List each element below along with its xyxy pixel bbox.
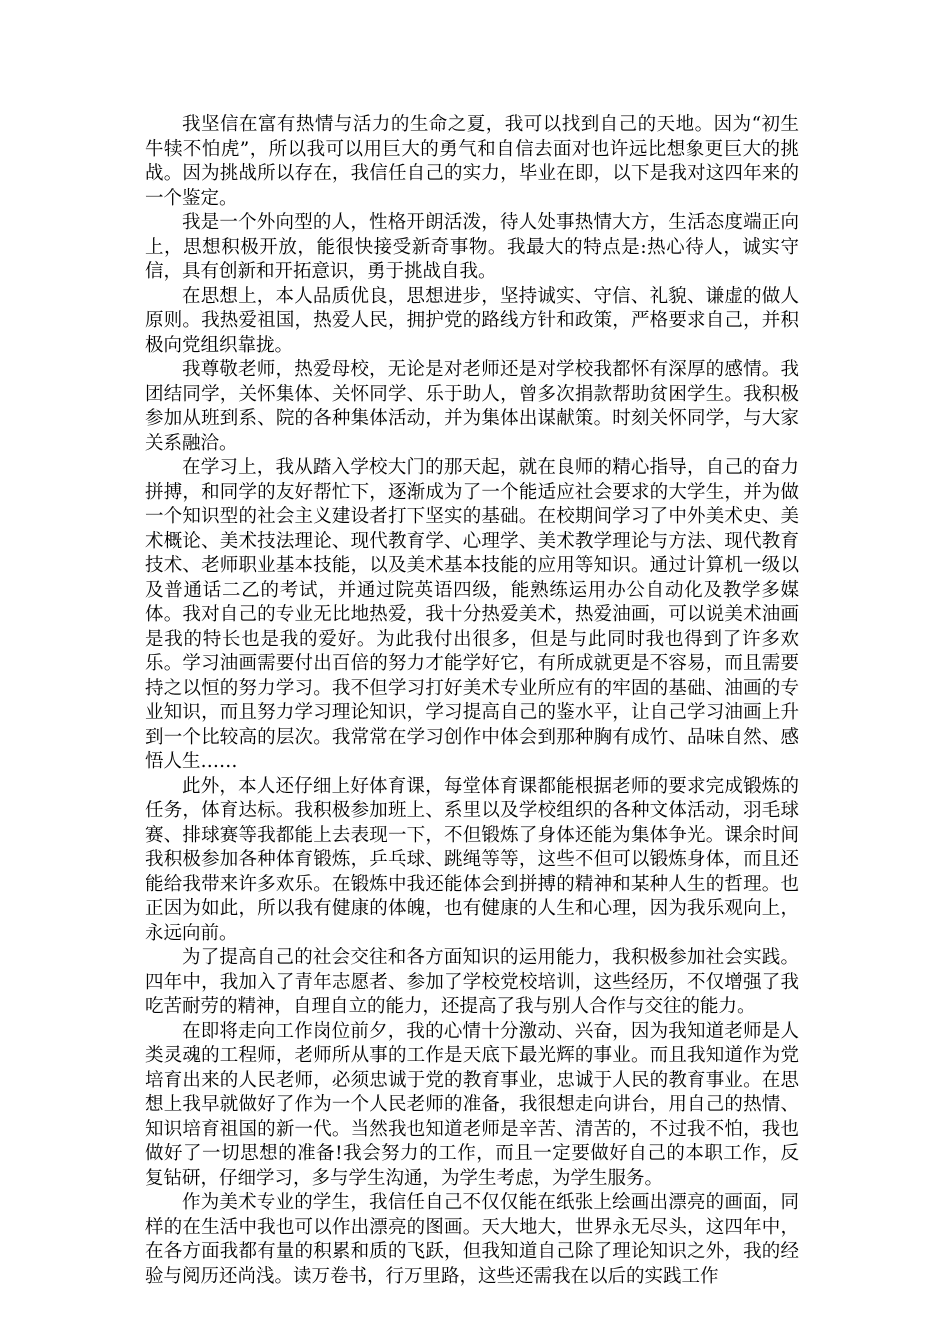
paragraph-art-major: 作为美术专业的学生，我信任自己不仅仅能在纸张上绘画出漂亮的画面，同样的在生活中我也可以作出漂亮的图画。天大地大，世界永无尽头，这四年中，在各方面我都有量的积累和质的飞跃，但我知道自己除了理论知识之外，我的经验与阅历还尚浅。读万卷书，行万里路，这些还需我在以后的实践工作 [145,1192,799,1287]
paragraph-ideology: 在思想上，本人品质优良，思想进步，坚持诚实、守信、礼貌、谦虚的做人原则。我热爱祖国，热爱人民，拥护党的路线方针和政策，严格要求自己，并积极向党组织靠拢。 [145,285,799,356]
paragraph-intro: 我坚信在富有热情与活力的生命之夏，我可以找到自己的天地。因为“初生牛犊不怕虎”，所以我可以用巨大的勇气和自信去面对也许远比想象更巨大的挑战。因为挑战所以存在，我信任自己的实力，毕业在即，以下是我对这四年来的一个鉴定。 [145,114,799,209]
paragraph-social-practice: 为了提高自己的社会交往和各方面知识的运用能力，我积极参加社会实践。四年中，我加入了青年志愿者、参加了学校党校培训，这些经历，不仅增强了我吃苦耐劳的精神，自理自立的能力，还提高了我与别人合作与交往的能力。 [145,947,799,1017]
paragraph-personality: 我是一个外向型的人，性格开朗活泼，待人处事热情大方，生活态度端正向上，思想积极开放，能很快接受新奇事物。我最大的特点是:热心待人，诚实守信，具有创新和开拓意识，勇于挑战自我。 [145,212,799,282]
paragraph-sports: 此外，本人还仔细上好体育课，每堂体育课都能根据老师的要求完成锻炼的任务，体育达标。我积极参加班上、系里以及学校组织的各种文体活动，羽毛球赛、排球赛等我都能上去表现一下，不但锻炼了身体还能为集体争光。课余时间我积极参加各种体育锻炼，乒乓球、跳绳等等，这些不但可以锻炼身体，而且还能给我带来许多欢乐。在锻炼中我还能体会到拼搏的精神和某种人生的哲理。也正因为如此，所以我有健康的体魄，也有健康的人生和心理，因为我乐观向上，永远向前。 [145,775,799,944]
document-body [145,113,799,1289]
paragraph-career: 在即将走向工作岗位前夕，我的心情十分激动、兴奋，因为我知道老师是人类灵魂的工程师，老师所从事的工作是天底下最光辉的事业。而且我知道作为党培育出来的人民老师，必须忠诚于党的教育事业，忠诚于人民的教育事业。在思想上我早就做好了作为一个人民老师的准备，我很想走向讲台，用自己的热情、知识培育祖国的新一代。当然我也知道老师是辛苦、清苦的，不过我不怕，我也做好了一切思想的准备!我会努力的工作，而且一定要做好自己的本职工作，反复钻研，仔细学习，多与学生沟通，为学生考虑，为学生服务。 [145,1020,799,1189]
paragraph-study: 在学习上，我从踏入学校大门的那天起，就在良师的精心指导，自己的奋力拼搏，和同学的友好帮忙下，逐渐成为了一个能适应社会要求的大学生，并为做一个知识型的社会主义建设者打下坚实的基础。在校期间学习了中外美术史、美术概论、美术技法理论、现代教育学、心理学、美术教学理论与方法、现代教育技术、老师职业基本技能，以及美术基本技能的应用等知识。通过计算机一级以及普通话二乙的考试，并通过院英语四级，能熟练运用办公自动化及教学多媒体。我对自己的专业无比地热爱，我十分热爱美术，热爱油画，可以说美术油画是我的特长也是我的爱好。为此我付出很多，但是与此同时我也得到了许多欢乐。学习油画需要付出百倍的努力才能学好它，有所成就更是不容易，而且需要持之以恒的努力学习。我不但学习打好美术专业所应有的牢固的基础、油画的专业知识，而且努力学习理论知识，学习提高自己的鉴水平，让自己学习油画上升到一个比较高的层次。我常常在学习创作中体会到那种胸有成竹、品味自然、感悟人生…… [145,457,799,772]
paragraph-teachers-school: 我尊敬老师，热爱母校，无论是对老师还是对学校我都怀有深厚的感情。我团结同学，关怀集体、关怀同学、乐于助人，曾多次捐款帮助贫困学生。我积极参加从班到系、院的各种集体活动，并为集体出谋献策。时刻关怀同学，与大家关系融洽。 [145,359,799,454]
